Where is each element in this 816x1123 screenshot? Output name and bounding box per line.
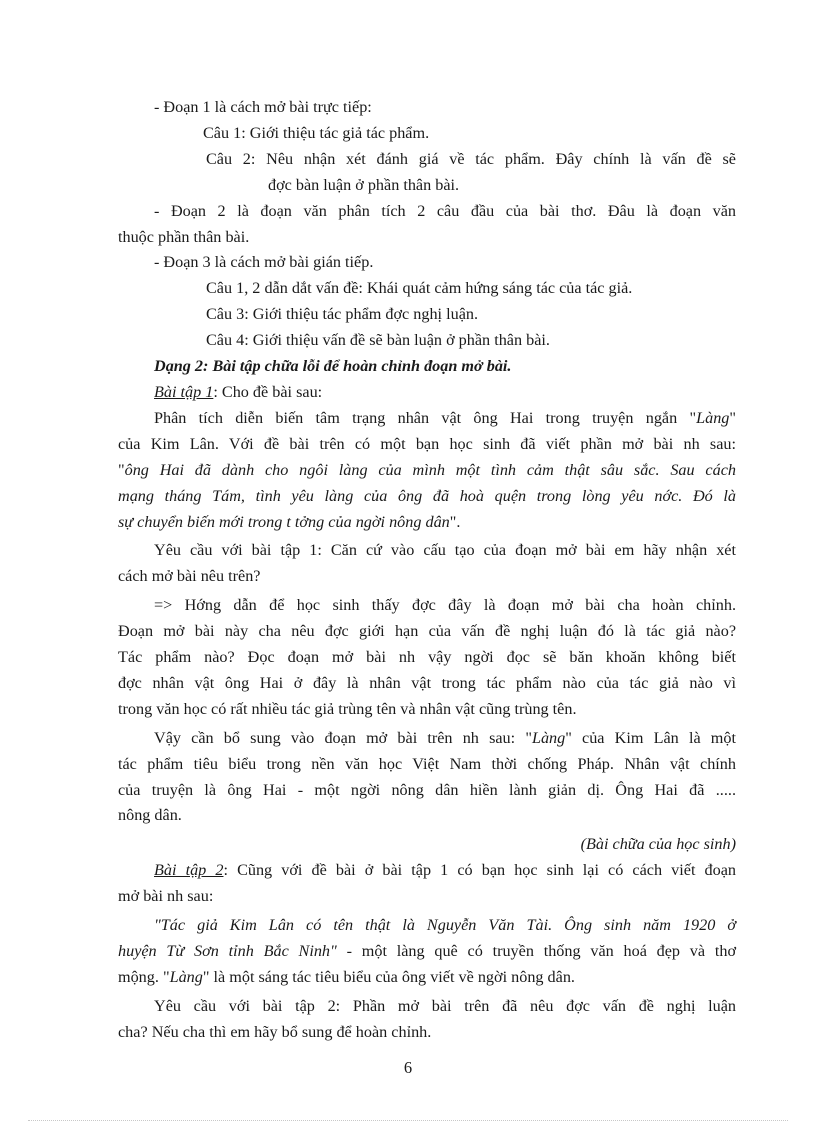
- section-heading: Dạng 2: Bài tập chữa lỗi để hoàn chỉnh đoạn mở bài.: [154, 357, 512, 376]
- text-span: " của Kim Lân là một: [565, 728, 736, 747]
- text-line: Câu 1, 2 dẫn dắt vấn đề: Khái quát cảm hứng sáng tác của tác giả.: [206, 279, 633, 298]
- text-line: Yêu cầu với bài tập 2: Phần mở bài trên đã nêu đợc vấn đề nghị luận: [154, 996, 736, 1015]
- text-span: mộng. ": [118, 967, 170, 986]
- italic-span: Làng: [169, 967, 203, 986]
- exercise-1-intro: [118, 380, 736, 406]
- text-line: trong văn học có rất nhiều tác giả trùng tên và nhân vật cũng trùng tên.: [118, 699, 577, 718]
- text-line: - Đoạn 1 là cách mở bài trực tiếp:: [154, 98, 372, 116]
- text-line: của Kim Lân. Với đề bài trên có một bạn học sinh đã viết phần mở bài nh sau:: [118, 434, 736, 453]
- text-line: Câu 2: Nêu nhận xét đánh giá về tác phẩm. Đây chính là vấn đề sẽ: [206, 149, 736, 168]
- text-line: Yêu cầu với bài tập 1: Căn cứ vào cấu tạo của đoạn mở bài em hãy nhận xét: [154, 541, 736, 560]
- text-span: ": [729, 408, 736, 427]
- text-line: - Đoạn 2 là đoạn văn phân tích 2 câu đầu của bài thơ. Đâu là đoạn văn: [154, 201, 736, 220]
- text-line: Câu 1: Giới thiệu tác giả tác phẩm.: [203, 123, 430, 142]
- text-span: - một làng quê có truyền thống văn hoá đẹp và thơ: [336, 942, 737, 960]
- text-line: Câu 4: Giới thiệu vấn đề sẽ bàn luận ở phần thân bài.: [206, 331, 550, 350]
- text-line: Đoạn mở bài này cha nêu đợc giới hạn của vấn đề nghị luận đó là tác giả nào?: [118, 622, 736, 641]
- text-line: mạng tháng Tám, tình yêu làng của ông đã hoà quện trong lòng yêu nớc. Đó là: [118, 486, 736, 505]
- page-bottom-divider: [28, 1120, 788, 1121]
- italic-span: Làng: [531, 728, 566, 747]
- italic-span: sự chuyển biến mới trong t tởng của ngời nông dân: [118, 512, 450, 531]
- text-line: [118, 406, 736, 432]
- italic-span: ông Hai đã dành cho ngôi làng của mình một tình cảm thật sâu sắc. Sau cách: [124, 460, 736, 479]
- text-span: " là một sáng tác tiêu biểu của ông viết về ngời nông dân.: [202, 967, 575, 986]
- text-line: [118, 458, 736, 484]
- source-note: (Bài chữa của học sinh): [580, 835, 736, 854]
- italic-span: Làng: [696, 408, 730, 427]
- text-span: Vậy cần bổ sung vào đoạn mở bài trên nh sau: ": [154, 728, 532, 747]
- text-line: "Tác giả Kim Lân có tên thật là Nguyễn Văn Tài. Ông sinh năm 1920 ở: [154, 916, 736, 935]
- text-span: Phân tích diễn biến tâm trạng nhân vật ông Hai trong truyện ngắn ": [154, 408, 697, 427]
- text-line: [118, 510, 736, 536]
- exercise-2-label: Bài tập 2: [154, 861, 224, 880]
- text-span: ".: [449, 512, 461, 531]
- text-line: tác phẩm tiêu biểu trong nền văn học Việt Nam thời chống Pháp. Nhân vật chính: [118, 754, 736, 773]
- text-line: cách mở bài nêu trên?: [118, 567, 261, 586]
- document-page: [118, 95, 736, 1046]
- text-line: Câu 3: Giới thiệu tác phẩm đợc nghị luận.: [206, 305, 479, 324]
- text-line: [118, 726, 736, 752]
- text-line: đợc bàn luận ở phần thân bài.: [268, 175, 460, 194]
- text-span: : Cho đề bài sau:: [213, 382, 323, 401]
- text-line: [118, 939, 736, 965]
- text-line: mở bài nh sau:: [118, 887, 214, 906]
- text-span: : Cũng với đề bài ở bài tập 1 có bạn học sinh lại có cách viết đoạn: [223, 861, 737, 880]
- text-line: của truyện là ông Hai - một ngời nông dân hiền lành giản dị. Ông Hai đã .....: [118, 780, 736, 799]
- text-line: thuộc phần thân bài.: [118, 227, 250, 246]
- text-line: - Đoạn 3 là cách mở bài gián tiếp.: [154, 253, 374, 272]
- text-line: đợc nhân vật ông Hai ở đây là nhân vật trong tác phẩm nào của tác giả nào vì: [118, 673, 736, 692]
- text-line: nông dân.: [118, 806, 182, 825]
- italic-span: huyện Từ Sơn tỉnh Bắc Ninh": [118, 942, 337, 960]
- page-number: 6: [403, 1058, 413, 1077]
- text-line: => Hớng dẫn để học sinh thấy đợc đây là đoạn mở bài cha hoàn chỉnh.: [154, 596, 736, 615]
- text-span: ": [118, 460, 125, 479]
- text-line: cha? Nếu cha thì em hãy bổ sung để hoàn chỉnh.: [118, 1022, 432, 1041]
- text-line: Tác phẩm nào? Đọc đoạn mở bài nh vậy ngời đọc sẽ băn khoăn không biết: [118, 648, 736, 667]
- exercise-2-intro: [118, 858, 736, 884]
- text-line: [118, 965, 736, 991]
- exercise-1-label: Bài tập 1: [154, 382, 214, 401]
